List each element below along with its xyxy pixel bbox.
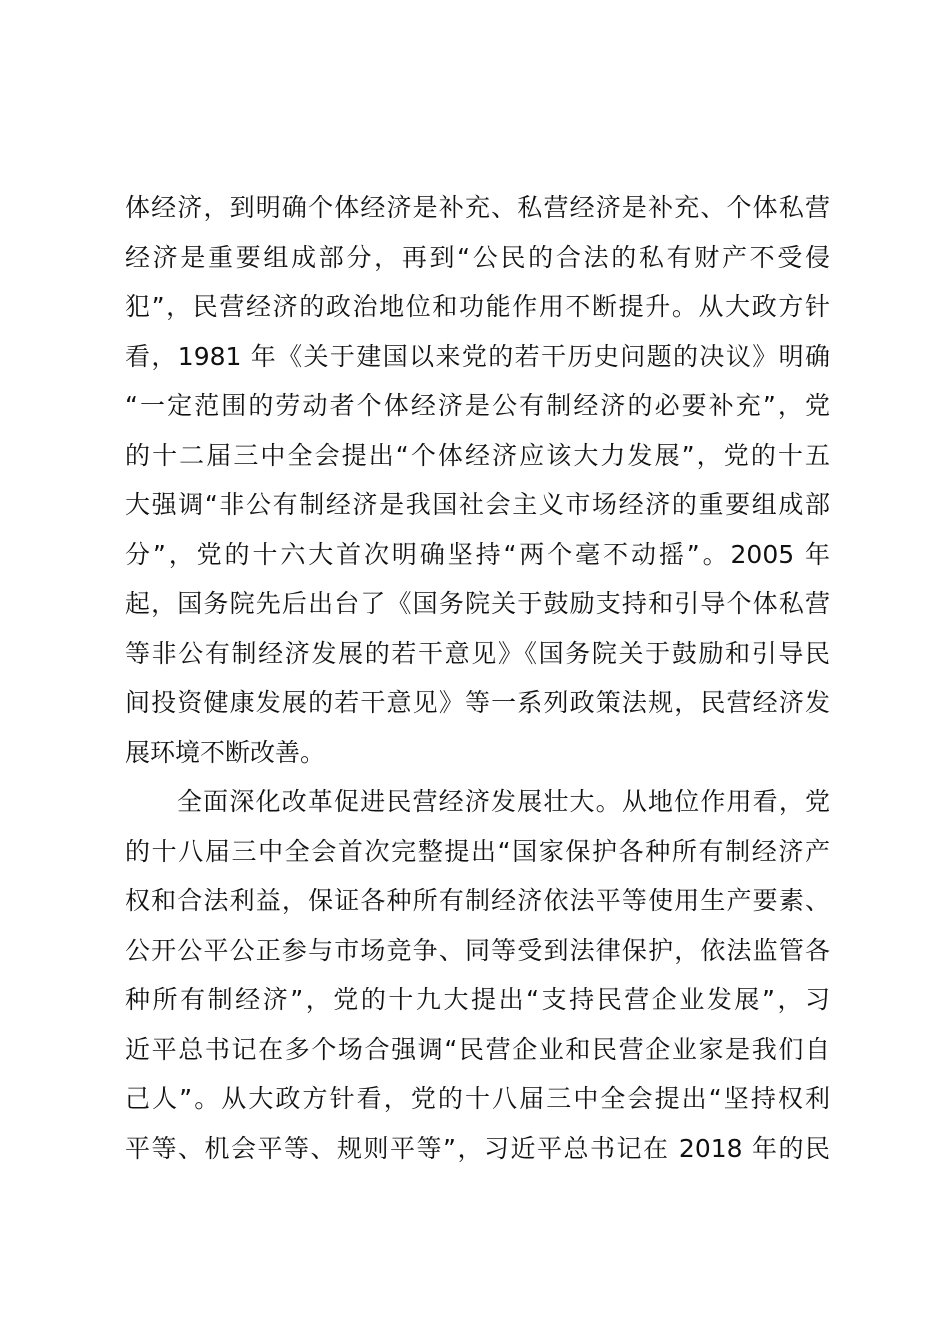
text-line: 间投资健康发展的若干意见》等一系列政策法规，民营经济发 (125, 688, 830, 717)
text-line: 展环境不断改善。 (125, 737, 326, 767)
text-line: 大强调“非公有制经济是我国社会主义市场经济的重要组成部 (125, 490, 830, 519)
text-line: 经济是重要组成部分，再到“公民的合法的私有财产不受侵 (125, 242, 830, 272)
text-line: 分”，党的十六大首次明确坚持“两个毫不动摇”。2005 年 (125, 539, 830, 569)
text-line: 己人”。从大政方针看，党的十八届三中全会提出“坚持权利 (125, 1084, 830, 1113)
text-line: 看，1981 年《关于建国以来党的若干历史问题的决议》明确 (125, 341, 830, 371)
text-line: 体经济，到明确个体经济是补充、私营经济是补充、个体私营 (125, 193, 830, 222)
text-line: 近平总书记在多个场合强调“民营企业和民营企业家是我们自 (125, 1034, 830, 1064)
text-line: 平等、机会平等、规则平等”，习近平总书记在 2018 年的民 (125, 1133, 830, 1163)
text-line: 等非公有制经济发展的若干意见》《国务院关于鼓励和引导民 (125, 638, 830, 668)
text-line: 犯”，民营经济的政治地位和功能作用不断提升。从大政方针 (125, 292, 830, 321)
text-line: 的十二届三中全会提出“个体经济应该大力发展”，党的十五 (125, 440, 830, 470)
text-line: 起，国务院先后出台了《国务院关于鼓励支持和引导个体私营 (125, 589, 830, 618)
body-text (125, 183, 830, 1173)
text-line: 权和合法利益，保证各种所有制经济依法平等使用生产要素、 (125, 886, 830, 915)
paragraph-first-line: 全面深化改革促进民营经济发展壮大。从地位作用看，党 (177, 787, 830, 816)
text-line: “一定范围的劳动者个体经济是公有制经济的必要补充”，党 (125, 391, 830, 420)
text-line: 的十八届三中全会首次完整提出“国家保护各种所有制经济产 (125, 836, 830, 866)
text-line: 种所有制经济”，党的十九大提出“支持民营企业发展”，习 (125, 985, 830, 1014)
text-line: 公开公平公正参与市场竞争、同等受到法律保护，依法监管各 (125, 935, 830, 965)
